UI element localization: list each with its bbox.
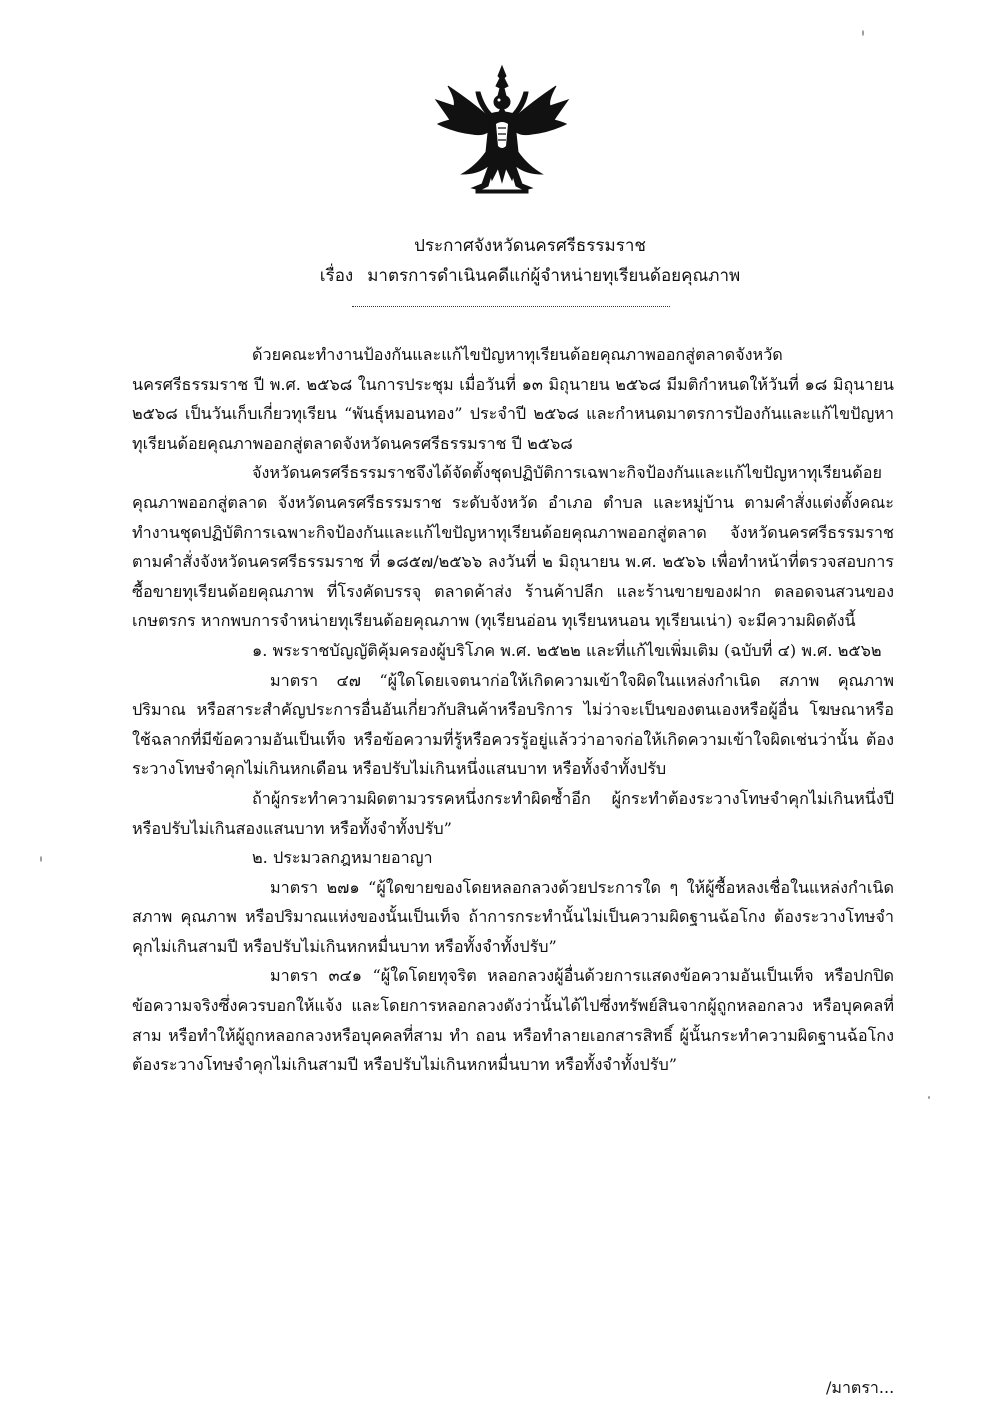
section-341: มาตรา ๓๔๑ “ผู้ใดโดยทุจริต หลอกลวงผู้อื่นด้วยการแสดงข้อความอันเป็นเท็จ หรือปกปิดข้อความจริงซึ่งควรบอกให้แจ้ง และโดยการหลอกลวงดังว่านั้นได้ไปซึ่งทรัพย์สินจากผู้ถูกหลอกลวง หรือบุคคลที่สาม หรือทำให้ผู้ถูกหลอกลวงหรือบุคคลที่สาม ทำ ถอน หรือทำลายเอกสารสิทธิ์ ผู้นั้นกระทำความผิดฐานฉ้อโกง ต้องระวางโทษจำคุกไม่เกินสามปี หรือปรับไม่เกินหกหมื่นบาท หรือทั้งจำทั้งปรับ” <box>132 966 894 1075</box>
announcement-subject <box>30 262 1000 289</box>
subject-text: มาตรการดำเนินคดีแก่ผู้จำหน่ายทุเรียนด้อยคุณภาพ <box>367 266 741 286</box>
scan-speck <box>928 1096 930 1099</box>
law-heading-consumer-protection: ๑. พระราชบัญญัติคุ้มครองผู้บริโภค พ.ศ. ๒๕๒๒ และที่แก้ไขเพิ่มเติม (ฉบับที่ ๔) พ.ศ. ๒๕๖๒ <box>252 640 882 660</box>
scan-speck <box>40 856 42 862</box>
paragraph-task-force: จังหวัดนครศรีธรรมราชจึงได้จัดตั้งชุดปฏิบัติการเฉพาะกิจป้องกันและแก้ไขปัญหาทุเรียนด้อยคุณภาพออกสู่ตลาด จังหวัดนครศรีธรรมราช ระดับจังหวัด อำเภอ ตำบล และหมู่บ้าน ตามคำสั่งแต่งตั้งคณะทำงานชุดปฏิบัติการเฉพาะกิจป้องกันและแก้ไขปัญหาทุเรียนด้อยคุณภาพออกสู่ตลาด จังหวัดนครศรีธรรมราช ตามคำสั่งจังหวัดนครศรีธรรมราช ที่ ๑๘๕๗/๒๕๖๖ ลงวันที่ ๒ มิถุนายน พ.ศ. ๒๕๖๖ เพื่อทำหน้าที่ตรวจสอบการซื้อขายทุเรียนด้อยคุณภาพ ที่โรงคัดบรรจุ ตลาดค้าส่ง ร้านค้าปลีก และร้านขายของฝาก ตลอดจนสวนของเกษตรกร หากพบการจำหน่ายทุเรียนด้อยคุณภาพ (ทุเรียนอ่อน ทุเรียนหนอน ทุเรียนเน่า) จะมีความผิดดังนี้ <box>132 463 894 631</box>
announcement-title: ประกาศจังหวัดนครศรีธรรมราช <box>414 236 646 256</box>
section-271: มาตรา ๒๗๑ “ผู้ใดขายของโดยหลอกลวงด้วยประการใด ๆ ให้ผู้ซื้อหลงเชื่อในแหล่งกำเนิด สภาพ คุณภาพ หรือปริมาณแห่งของนั้นเป็นเท็จ ถ้าการกระทำนั้นไม่เป็นความผิดฐานฉ้อโกง ต้องระวางโทษจำคุกไม่เกินสามปี หรือปรับไม่เกินหกหมื่นบาท หรือทั้งจำทั้งปรับ” <box>132 877 894 956</box>
law-heading-criminal-code: ๒. ประมวลกฎหมายอาญา <box>252 848 433 868</box>
section-47-repeat-offense: ถ้าผู้กระทำความผิดตามวรรคหนึ่งกระทำผิดซ้ำอีก ผู้กระทำต้องระวางโทษจำคุกไม่เกินหนึ่งปี หรือปรับไม่เกินสองแสนบาท หรือทั้งจำทั้งปรับ” <box>132 788 894 838</box>
continuation-marker: /มาตรา... <box>826 1378 895 1397</box>
scan-speck <box>862 30 864 36</box>
garuda-emblem-icon <box>432 62 572 202</box>
paragraph-intro: ด้วยคณะทำงานป้องกันและแก้ไขปัญหาทุเรียนด้อยคุณภาพออกสู่ตลาดจังหวัดนครศรีธรรมราช ปี พ.ศ. ๒๕๖๘ ในการประชุม เมื่อวันที่ ๑๓ มิถุนายน ๒๕๖๘ มีมติกำหนดให้วันที่ ๑๘ มิถุนายน ๒๕๖๘ เป็นวันเก็บเกี่ยวทุเรียน “พันธุ์หมอนทอง” ประจำปี ๒๕๖๘ และกำหนดมาตรการป้องกันและแก้ไขปัญหาทุเรียนด้อยคุณภาพออกสู่ตลาดจังหวัดนครศรีธรรมราช ปี ๒๕๖๘ <box>132 345 894 453</box>
section-47: มาตรา ๔๗ “ผู้ใดโดยเจตนาก่อให้เกิดความเข้าใจผิดในแหล่งกำเนิด สภาพ คุณภาพ ปริมาณ หรือสาระสำคัญประการอื่นอันเกี่ยวกับสินค้าหรือบริการ ไม่ว่าจะเป็นของตนเองหรือผู้อื่น โฆษณาหรือใช้ฉลากที่มีข้อความอันเป็นเท็จ หรือข้อความที่รู้หรือควรรู้อยู่แล้วว่าอาจก่อให้เกิดความเข้าใจผิดเช่นว่านั้น ต้องระวางโทษจำคุกไม่เกินหกเดือน หรือปรับไม่เกินหนึ่งแสนบาท หรือทั้งจำทั้งปรับ <box>132 670 894 779</box>
document-body <box>132 340 894 1080</box>
subject-label: เรื่อง <box>319 266 354 286</box>
dotted-divider <box>352 296 670 307</box>
